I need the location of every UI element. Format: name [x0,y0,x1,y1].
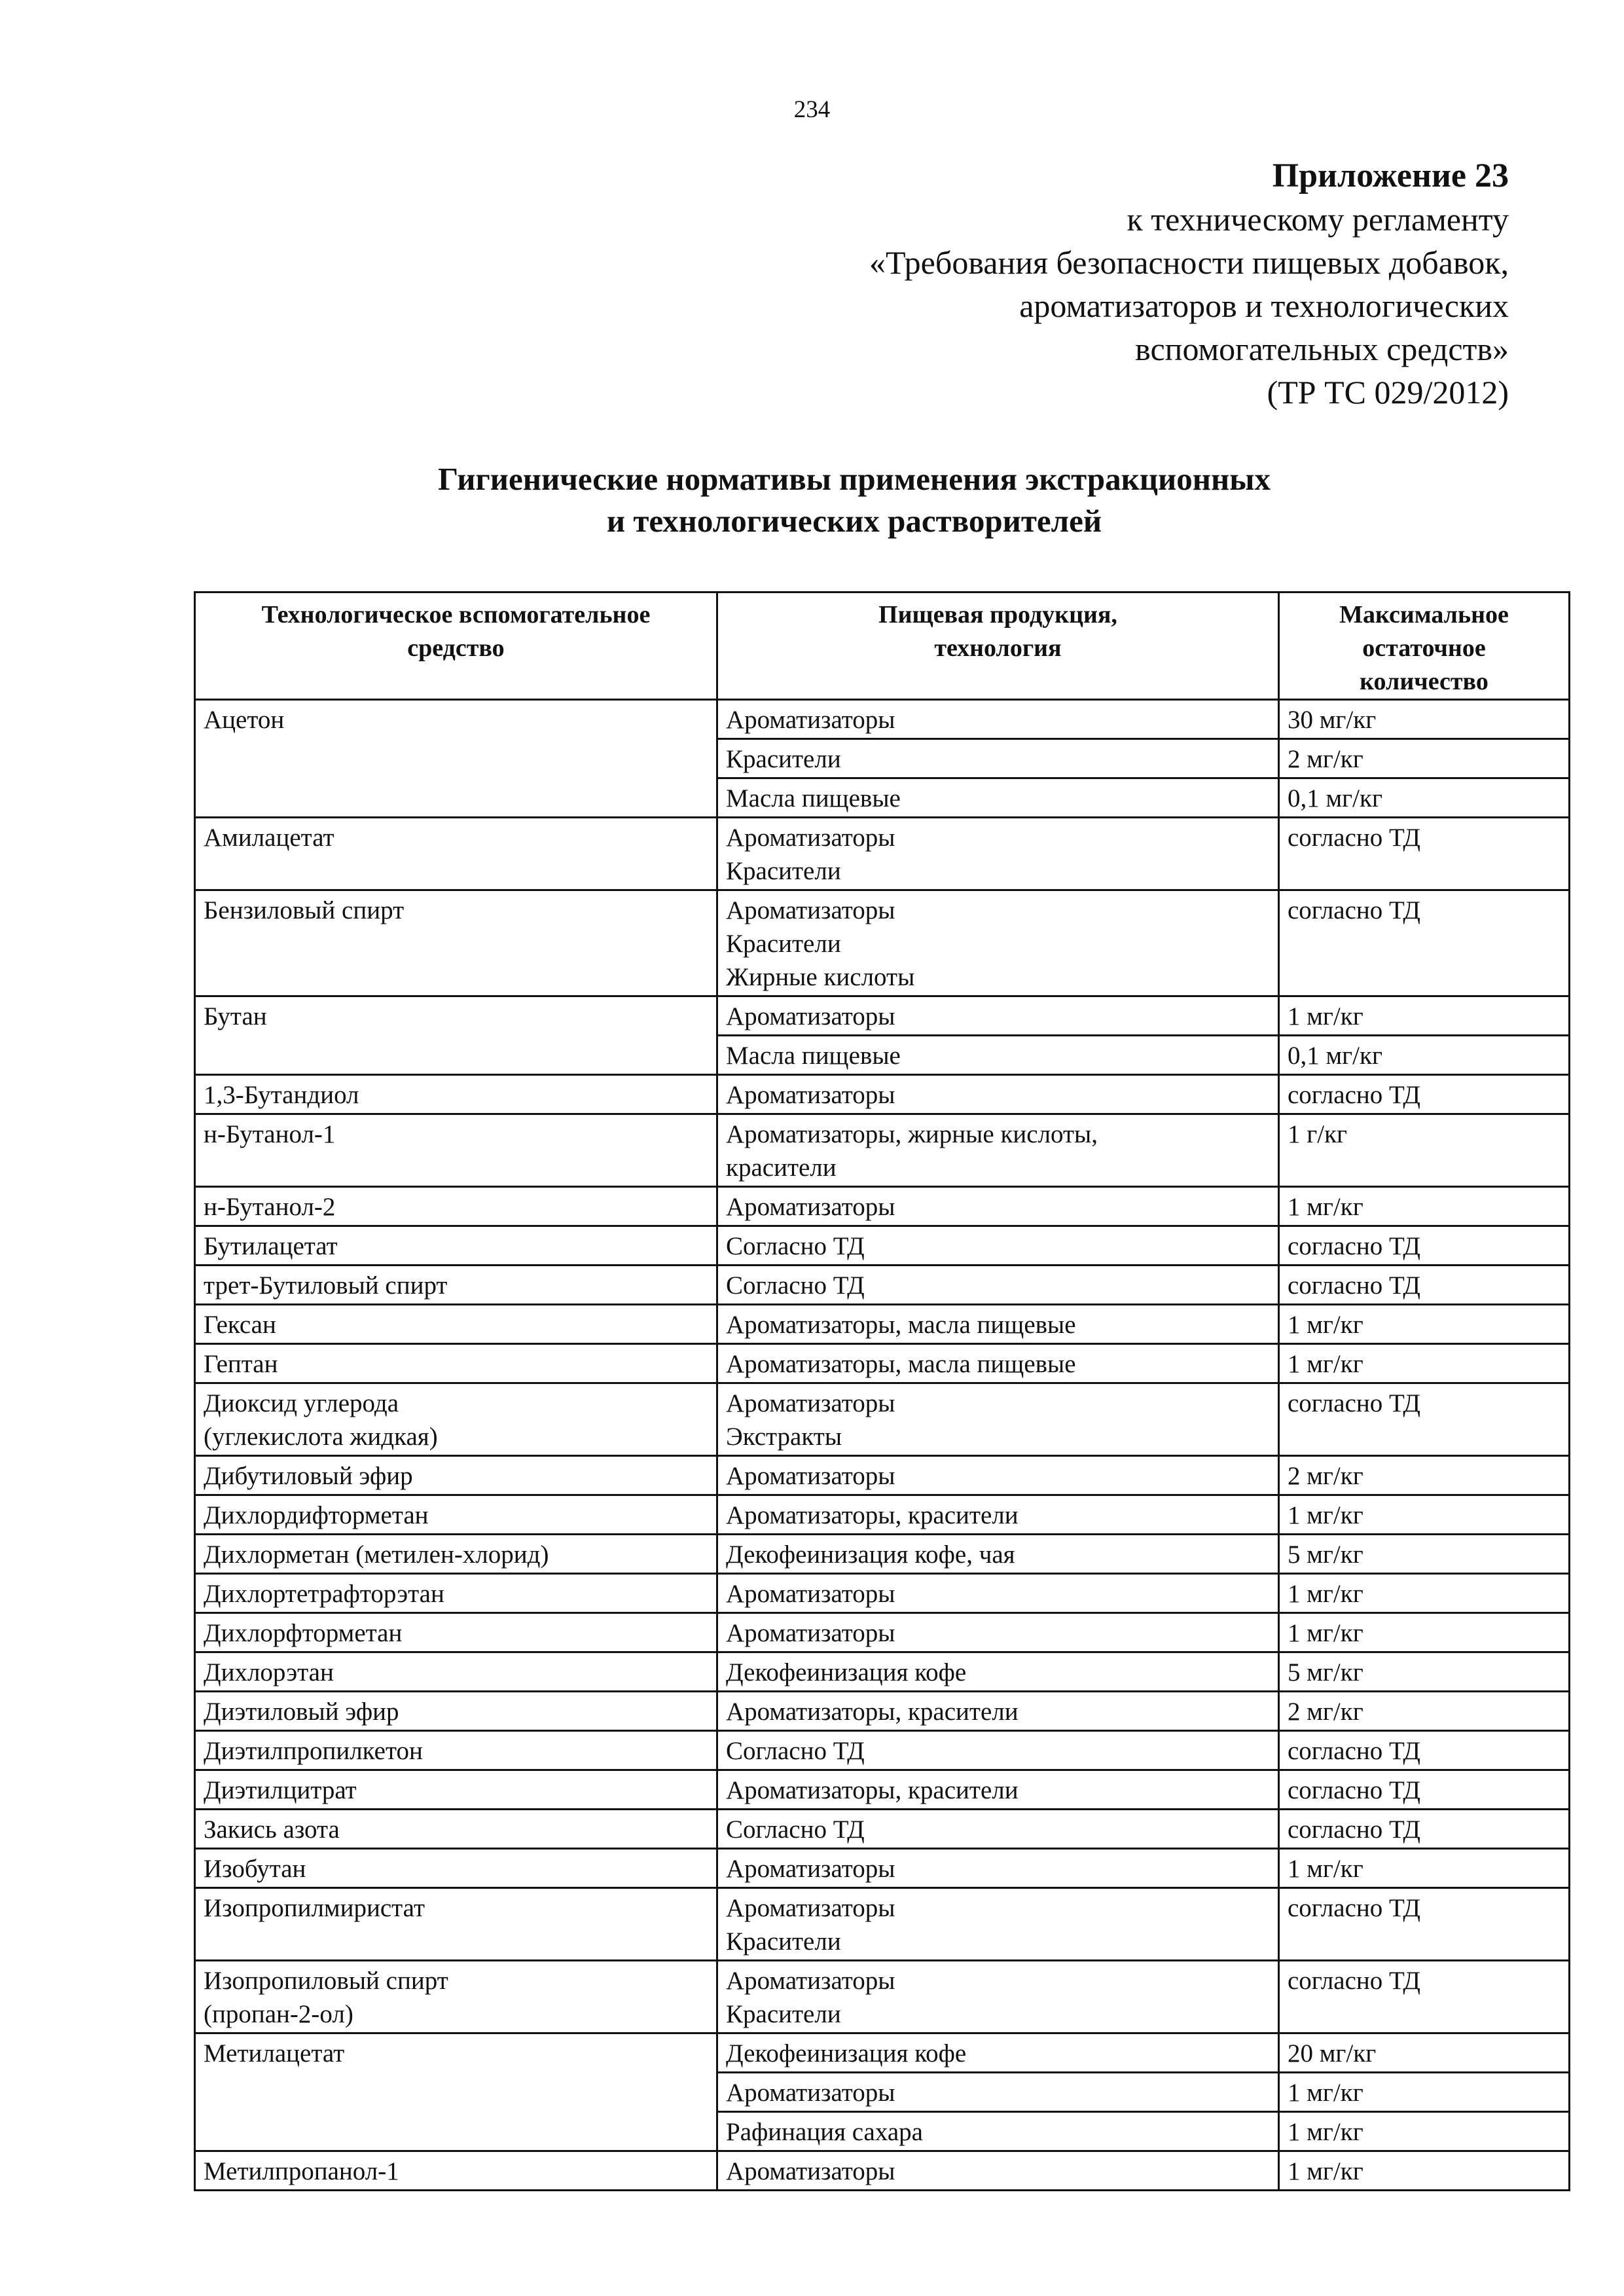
product-cell [717,778,1279,818]
substance-cell [195,1226,717,1266]
amount-cell: 1 мг/кг [1279,2073,1570,2112]
table-row [195,1692,1570,1731]
product-line: Ароматизаторы [726,1193,895,1221]
product-cell [717,1810,1279,1849]
amount-cell: 1 мг/кг [1279,1305,1570,1344]
substance-cell [195,1495,717,1535]
product-line: Красители [726,930,841,958]
product-line: Ароматизаторы [726,1389,895,1417]
substance-line: Гептан [204,1350,278,1378]
substance-cell [195,1731,717,1770]
product-line: Ароматизаторы [726,1462,895,1490]
product-line: красители [726,1154,837,1182]
substance-cell [195,1383,717,1456]
product-cell [717,739,1279,778]
substance-line: Дихлорэтан [204,1658,334,1686]
substance-line: Изопропиловый спирт [204,1967,448,1995]
product-cell [717,1692,1279,1731]
substance-cell [195,1114,717,1187]
amount-cell: согласно ТД [1279,1731,1570,1770]
product-cell [717,1187,1279,1226]
substance-cell [195,1075,717,1114]
document-title-line: и технологических растворителей [606,503,1102,539]
table-row [195,1613,1570,1652]
header-substance [195,592,717,700]
product-line: Ароматизаторы [726,706,895,734]
table-body [195,700,1570,2191]
product-cell [717,1888,1279,1961]
product-cell [717,2073,1279,2112]
header-line: Технологическое вспомогательное [261,601,651,629]
document-title [0,458,1624,542]
appendix-line: «Требования безопасности пищевых добавок, [869,244,1509,281]
substance-line: Метилпропанол-1 [204,2157,399,2185]
product-cell [717,1770,1279,1810]
substance-cell [195,1344,717,1383]
product-line: Ароматизаторы, масла пищевые [726,1350,1076,1378]
table-row [195,1114,1570,1187]
amount-cell: 1 мг/кг [1279,1495,1570,1535]
substance-line: н-Бутанол-1 [204,1120,336,1148]
table-row [195,1187,1570,1226]
document-title-line: Гигиенические нормативы применения экстракционных [437,461,1271,497]
substance-line: Дихлортетрафторэтан [204,1580,444,1608]
product-cell [717,1456,1279,1495]
table-row [195,2033,1570,2073]
product-line: Ароматизаторы [726,1619,895,1647]
substance-line: Гексан [204,1311,276,1339]
product-cell [717,1613,1279,1652]
amount-cell: согласно ТД [1279,1383,1570,1456]
amount-cell: согласно ТД [1279,1075,1570,1114]
amount-cell: согласно ТД [1279,1226,1570,1266]
header-line: Пищевая продукция, [878,601,1117,629]
appendix-header [869,155,1509,414]
amount-cell: 1 г/кг [1279,1114,1570,1187]
product-cell [717,1535,1279,1574]
substance-line: Диэтиловый эфир [204,1698,399,1726]
substance-line: трет-Бутиловый спирт [204,1271,448,1300]
header-line: количество [1360,668,1489,695]
table-row [195,1456,1570,1495]
product-line: Красители [726,2000,841,2028]
table-row [195,1266,1570,1305]
product-line: Ароматизаторы [726,1002,895,1030]
product-cell [717,1114,1279,1187]
product-line: Ароматизаторы [726,1855,895,1883]
amount-cell: 1 мг/кг [1279,1574,1570,1613]
product-cell [717,818,1279,890]
substance-line: (пропан-2-ол) [204,2000,353,2028]
substance-line: (углекислота жидкая) [204,1423,438,1451]
substance-cell [195,700,717,818]
substance-cell [195,1535,717,1574]
table-row [195,1961,1570,2033]
product-line: Ароматизаторы, красители [726,1776,1019,1804]
product-line: Ароматизаторы, красители [726,1501,1019,1529]
substance-cell [195,1810,717,1849]
amount-cell: согласно ТД [1279,818,1570,890]
table-row [195,2151,1570,2191]
table-row [195,1226,1570,1266]
product-line: Ароматизаторы [726,1580,895,1608]
page-number: 234 [793,96,831,123]
substance-cell [195,1652,717,1692]
product-cell [717,1652,1279,1692]
table-row [195,1810,1570,1849]
table-row [195,1731,1570,1770]
substance-line: Диэтилпропилкетон [204,1737,423,1765]
product-cell [717,996,1279,1036]
header-product [717,592,1279,700]
amount-cell: 1 мг/кг [1279,1344,1570,1383]
substance-line: н-Бутанол-2 [204,1193,336,1221]
product-line: Ароматизаторы, жирные кислоты, [726,1120,1098,1148]
product-line: Ароматизаторы, масла пищевые [726,1311,1076,1339]
header-line: Максимальное [1339,601,1509,629]
appendix-line: к техническому регламенту [1127,201,1509,238]
product-line: Масла пищевые [726,784,901,812]
header-amount [1279,592,1570,700]
table-row [195,890,1570,996]
product-cell [717,1495,1279,1535]
substance-line: Бутилацетат [204,1232,338,1260]
table-row [195,1495,1570,1535]
substance-line: Ацетон [204,706,285,734]
amount-cell: 20 мг/кг [1279,2033,1570,2073]
amount-cell: 5 мг/кг [1279,1652,1570,1692]
substance-cell [195,1961,717,2033]
product-line: Согласно ТД [726,1232,865,1260]
product-cell [717,2112,1279,2151]
product-line: Красители [726,857,841,885]
amount-cell: согласно ТД [1279,1888,1570,1961]
substance-cell [195,1266,717,1305]
product-cell [717,890,1279,996]
amount-cell: согласно ТД [1279,1770,1570,1810]
product-line: Декофеинизация кофе [726,1658,967,1686]
product-line: Декофеинизация кофе, чая [726,1540,1015,1569]
product-line: Согласно ТД [726,1737,865,1765]
table-row [195,1075,1570,1114]
amount-cell: 0,1 мг/кг [1279,1036,1570,1075]
product-line: Ароматизаторы [726,1967,895,1995]
amount-cell: 1 мг/кг [1279,2112,1570,2151]
substance-line: Бензиловый спирт [204,896,405,924]
amount-cell: согласно ТД [1279,1266,1570,1305]
product-cell [717,1574,1279,1613]
amount-cell: согласно ТД [1279,1810,1570,1849]
substance-line: Бутан [204,1002,267,1030]
product-cell [717,1305,1279,1344]
norms-table [194,591,1570,2191]
product-cell [717,1075,1279,1114]
amount-cell: 2 мг/кг [1279,1692,1570,1731]
amount-cell: 1 мг/кг [1279,2151,1570,2191]
substance-cell [195,1613,717,1652]
product-cell [717,1383,1279,1456]
substance-cell [195,1692,717,1731]
table-row [195,1383,1570,1456]
amount-cell: 1 мг/кг [1279,1187,1570,1226]
table-row [195,818,1570,890]
substance-cell [195,1888,717,1961]
table-row [195,1305,1570,1344]
amount-cell: 0,1 мг/кг [1279,778,1570,818]
header-line: остаточное [1362,634,1486,662]
table-row [195,1770,1570,1810]
amount-cell: 30 мг/кг [1279,700,1570,739]
product-cell [717,1266,1279,1305]
product-line: Согласно ТД [726,1815,865,1844]
appendix-line: вспомогательных средств» [1135,331,1509,367]
product-line: Масла пищевые [726,1042,901,1070]
substance-cell [195,2033,717,2151]
substance-line: Изопропилмиристат [204,1894,425,1922]
substance-line: Амилацетат [204,824,334,852]
amount-cell: 5 мг/кг [1279,1535,1570,1574]
appendix-line: (ТР ТС 029/2012) [1267,374,1509,410]
substance-cell [195,1849,717,1888]
substance-line: Метилацетат [204,2039,345,2068]
product-line: Красители [726,1927,841,1956]
product-line: Ароматизаторы [726,1081,895,1109]
substance-line: Дихлорметан (метилен-хлорид) [204,1540,549,1569]
substance-line: 1,3-Бутандиол [204,1081,359,1109]
product-line: Ароматизаторы [726,2157,895,2185]
product-line: Декофеинизация кофе [726,2039,967,2068]
appendix-title: Приложение 23 [1272,157,1509,194]
product-line: Красители [726,745,841,773]
substance-cell [195,1305,717,1344]
amount-cell: 1 мг/кг [1279,1849,1570,1888]
substance-line: Диэтилцитрат [204,1776,357,1804]
product-line: Ароматизаторы, красители [726,1698,1019,1726]
header-line: средство [407,634,505,662]
substance-line: Закись азота [204,1815,340,1844]
substance-line: Диоксид углерода [204,1389,399,1417]
substance-cell [195,2151,717,2191]
substance-cell [195,996,717,1075]
product-line: Экстракты [726,1423,842,1451]
amount-cell: согласно ТД [1279,890,1570,996]
product-cell [717,700,1279,739]
product-line: Ароматизаторы [726,1894,895,1922]
table-row [195,996,1570,1036]
product-line: Ароматизаторы [726,824,895,852]
substance-cell [195,1574,717,1613]
product-line: Ароматизаторы [726,896,895,924]
amount-cell: 1 мг/кг [1279,1613,1570,1652]
product-cell [717,2151,1279,2191]
table-header [195,592,1570,700]
product-cell [717,2033,1279,2073]
substance-cell [195,1770,717,1810]
table-row [195,1888,1570,1961]
product-cell [717,1961,1279,2033]
amount-cell: согласно ТД [1279,1961,1570,2033]
substance-cell [195,1456,717,1495]
table-row [195,1652,1570,1692]
substance-line: Дихлордифторметан [204,1501,429,1529]
substance-line: Дибутиловый эфир [204,1462,413,1490]
amount-cell: 2 мг/кг [1279,739,1570,778]
substance-cell [195,1187,717,1226]
substance-line: Изобутан [204,1855,306,1883]
product-cell [717,1849,1279,1888]
product-line: Согласно ТД [726,1271,865,1300]
table-row [195,1849,1570,1888]
table-row [195,700,1570,739]
substance-cell [195,818,717,890]
product-line: Жирные кислоты [726,963,915,991]
table-header-row [195,592,1570,700]
amount-cell: 2 мг/кг [1279,1456,1570,1495]
product-line: Рафинация сахара [726,2118,923,2146]
header-line: технология [934,634,1062,662]
product-cell [717,1731,1279,1770]
table-row [195,1574,1570,1613]
table-row [195,1344,1570,1383]
product-cell [717,1036,1279,1075]
table-row [195,1535,1570,1574]
appendix-line: ароматизаторов и технологических [1019,287,1509,324]
substance-line: Дихлорфторметан [204,1619,403,1647]
amount-cell: 1 мг/кг [1279,996,1570,1036]
substance-cell [195,890,717,996]
product-line: Ароматизаторы [726,2079,895,2107]
product-cell [717,1226,1279,1266]
product-cell [717,1344,1279,1383]
